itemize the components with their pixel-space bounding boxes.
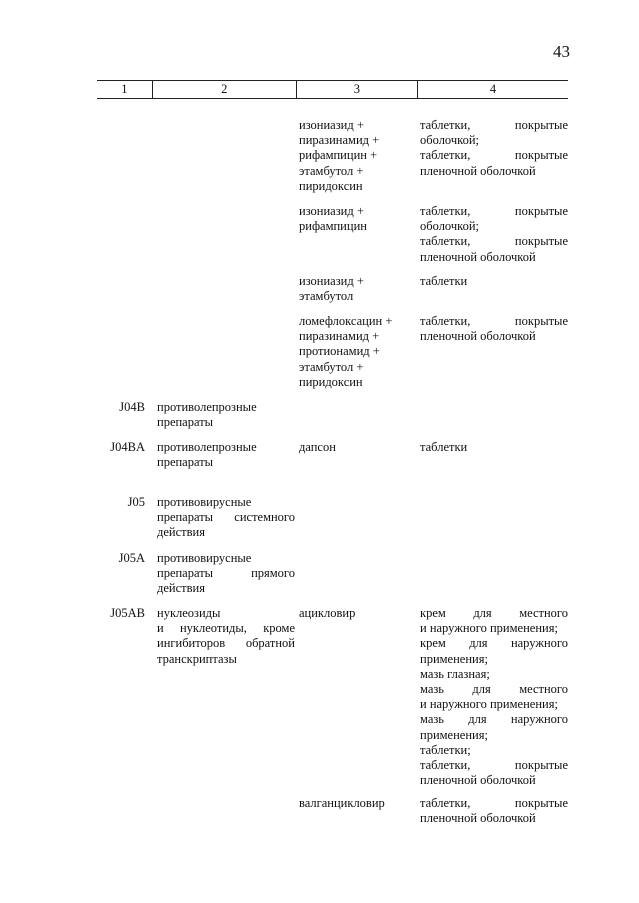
dosage-form-line: таблетки, покрытые [420, 796, 568, 810]
dosage-form-line: пленочной оболочкой [420, 773, 536, 788]
drug-name-line: изониазид + [299, 118, 364, 132]
group-name-line: ингибиторов обратной [157, 636, 295, 651]
drug-name [299, 118, 414, 194]
group-name-line: действия [157, 525, 205, 540]
group-name [157, 495, 295, 541]
group-name [157, 440, 295, 470]
group-name-line: противолепрозные [157, 440, 257, 454]
dosage-form-line: таблетки, покрытые [420, 234, 568, 249]
dosage-form [420, 274, 568, 289]
atc-code: J05AB [110, 606, 145, 620]
drug-name-line: валганцикловир [299, 796, 385, 810]
drug-name-line: пиразинамид + [299, 329, 380, 344]
dosage-form [420, 314, 568, 344]
dosage-form-line: таблетки, покрытые [420, 204, 568, 218]
dosage-form-line: крем для наружного [420, 636, 568, 651]
drug-name-line: дапсон [299, 440, 336, 454]
dosage-form [420, 204, 568, 265]
dosage-form-line: пленочной оболочкой [420, 163, 536, 178]
dosage-form-line: таблетки, покрытые [420, 148, 568, 163]
header-col-4: 4 [417, 81, 568, 98]
drug-name [299, 274, 414, 304]
dosage-form [420, 118, 568, 179]
drug-name-line: ацикловир [299, 606, 356, 620]
drug-name-line: пиридоксин [299, 178, 363, 193]
group-name-line: препараты [157, 415, 214, 430]
group-name-line: и нуклеотиды, кроме [157, 621, 295, 636]
dosage-form [420, 606, 568, 788]
drug-name-line: протионамид + [299, 344, 380, 359]
drug-name [299, 796, 414, 811]
dosage-form-line: мазь для наружного [420, 712, 568, 727]
header-col-1: 1 [121, 82, 128, 96]
group-name-line: противовирусные [157, 551, 252, 565]
dosage-form-line: крем для местного [420, 606, 568, 620]
drug-name-line: этамбутол [299, 289, 354, 304]
page-number: 43 [553, 42, 570, 61]
drug-name-line: рифампицин + [299, 148, 378, 163]
drug-name-line: пиразинамид + [299, 133, 380, 148]
dosage-form-line: мазь для местного [420, 682, 568, 697]
group-name-line: препараты прямого [157, 566, 295, 581]
dosage-form-line: пленочной оболочкой [420, 811, 536, 826]
dosage-form-line: и наружного применения; [420, 697, 558, 712]
dosage-form-line: применения; [420, 727, 488, 742]
dosage-form-line: мазь глазная; [420, 666, 490, 681]
header-col-3: 3 [296, 81, 417, 98]
dosage-form-line: пленочной оболочкой [420, 329, 536, 344]
drug-name [299, 314, 414, 390]
drug-name-line: рифампицин [299, 219, 367, 234]
drug-name [299, 606, 414, 621]
drug-name-line: пиридоксин [299, 374, 363, 389]
drug-name [299, 440, 414, 455]
dosage-form-line: таблетки; [420, 742, 471, 757]
drug-name [299, 204, 414, 234]
group-name-line: препараты системного [157, 510, 295, 525]
dosage-form-line: таблетки [420, 274, 468, 288]
drug-name-line: этамбутол + [299, 359, 364, 374]
dosage-form-line: оболочкой; [420, 133, 479, 148]
dosage-form-line: таблетки, покрытые [420, 758, 568, 773]
table-header [97, 80, 568, 99]
dosage-form [420, 440, 568, 455]
dosage-form-line: таблетки [420, 440, 468, 454]
group-name-line: противолепрозные [157, 400, 257, 414]
group-name [157, 400, 295, 430]
atc-code: J04B [119, 400, 145, 414]
group-name-line: препараты [157, 455, 214, 470]
atc-code: J05 [127, 495, 145, 509]
group-name [157, 606, 295, 667]
dosage-form-line: оболочкой; [420, 219, 479, 234]
drug-name-line: изониазид + [299, 274, 364, 288]
group-name [157, 551, 295, 597]
dosage-form-line: пленочной оболочкой [420, 249, 536, 264]
group-name-line: действия [157, 581, 205, 596]
dosage-form-line: таблетки, покрытые [420, 118, 568, 132]
atc-code: J04BA [110, 440, 145, 454]
dosage-form-line: применения; [420, 651, 488, 666]
drug-name-line: этамбутол + [299, 163, 364, 178]
drug-name-line: ломефлоксацин + [299, 314, 393, 328]
dosage-form [420, 796, 568, 826]
group-name-line: транскриптазы [157, 651, 237, 666]
dosage-form-line: и наружного применения; [420, 621, 558, 636]
atc-code: J05A [118, 551, 145, 565]
drug-name-line: изониазид + [299, 204, 364, 218]
group-name-line: противовирусные [157, 495, 252, 509]
group-name-line: нуклеозиды [157, 606, 221, 620]
header-col-2: 2 [152, 81, 296, 98]
dosage-form-line: таблетки, покрытые [420, 314, 568, 328]
